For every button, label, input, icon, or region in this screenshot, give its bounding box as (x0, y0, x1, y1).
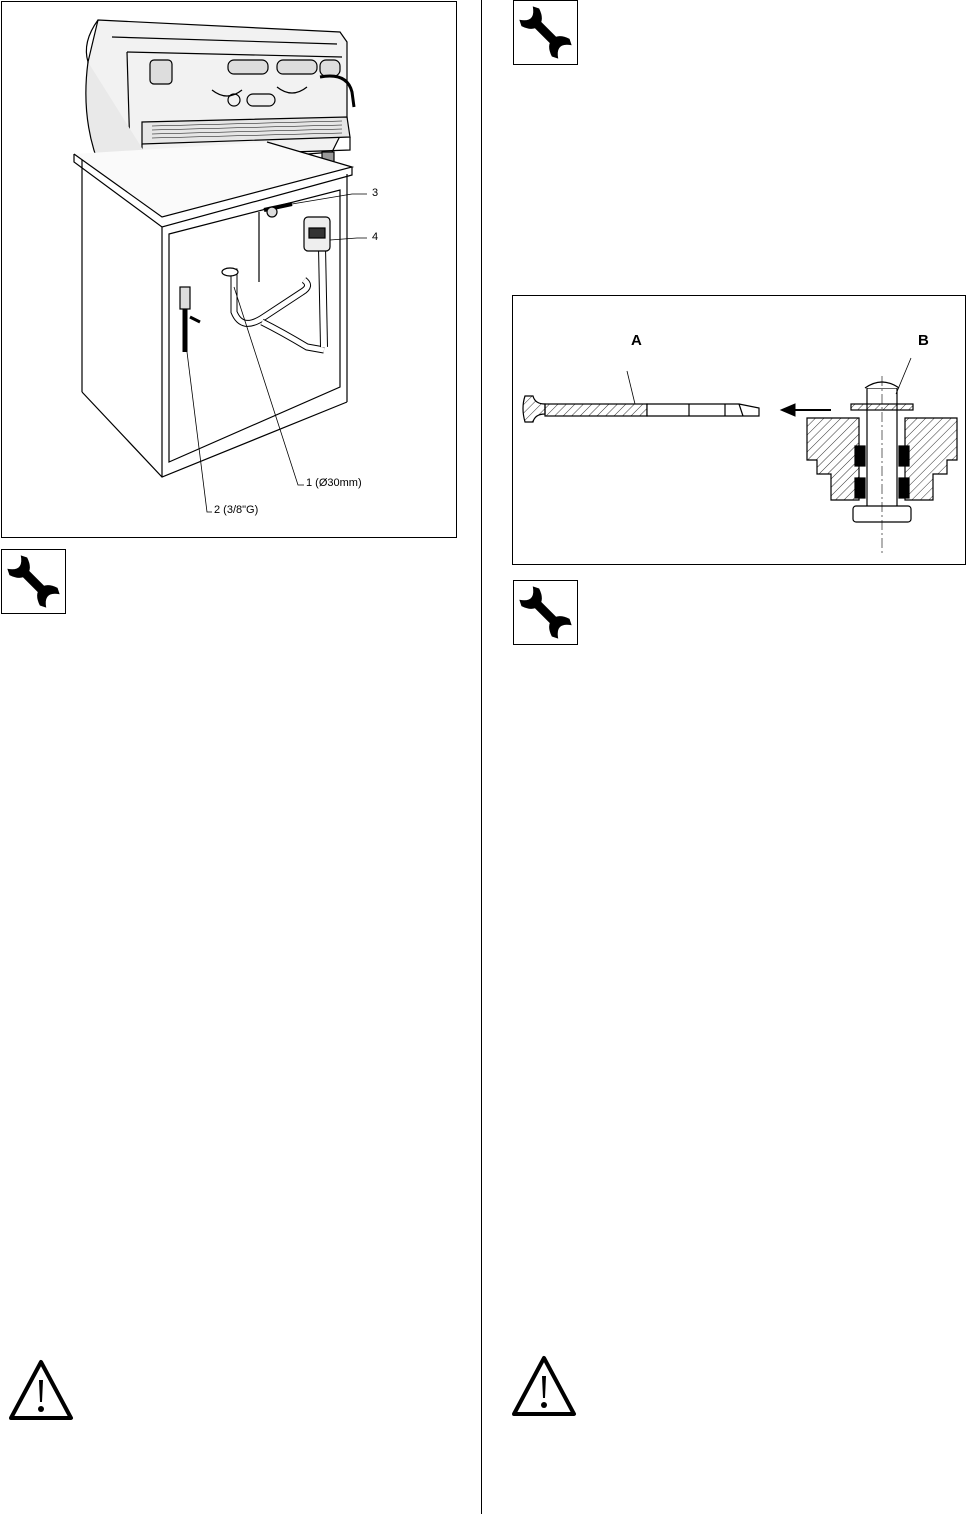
callout-1: 1 (Ø30mm) (306, 477, 362, 489)
detail-figure (512, 295, 966, 565)
callout-4: 4 (372, 231, 379, 243)
wrench-icon (513, 0, 578, 65)
callout-2: 2 (3/8"G) (214, 504, 259, 516)
installation-drawing (2, 2, 456, 537)
wrench-icon (1, 549, 66, 614)
wrench-icon (513, 580, 578, 645)
warning-icon (8, 1358, 74, 1424)
column-divider (481, 0, 482, 1514)
label-b: B (918, 332, 929, 349)
warning-icon (511, 1354, 577, 1420)
callout-3: 3 (372, 187, 379, 199)
label-a: A (631, 332, 642, 349)
installation-figure (1, 1, 457, 538)
detail-drawing (513, 296, 965, 564)
